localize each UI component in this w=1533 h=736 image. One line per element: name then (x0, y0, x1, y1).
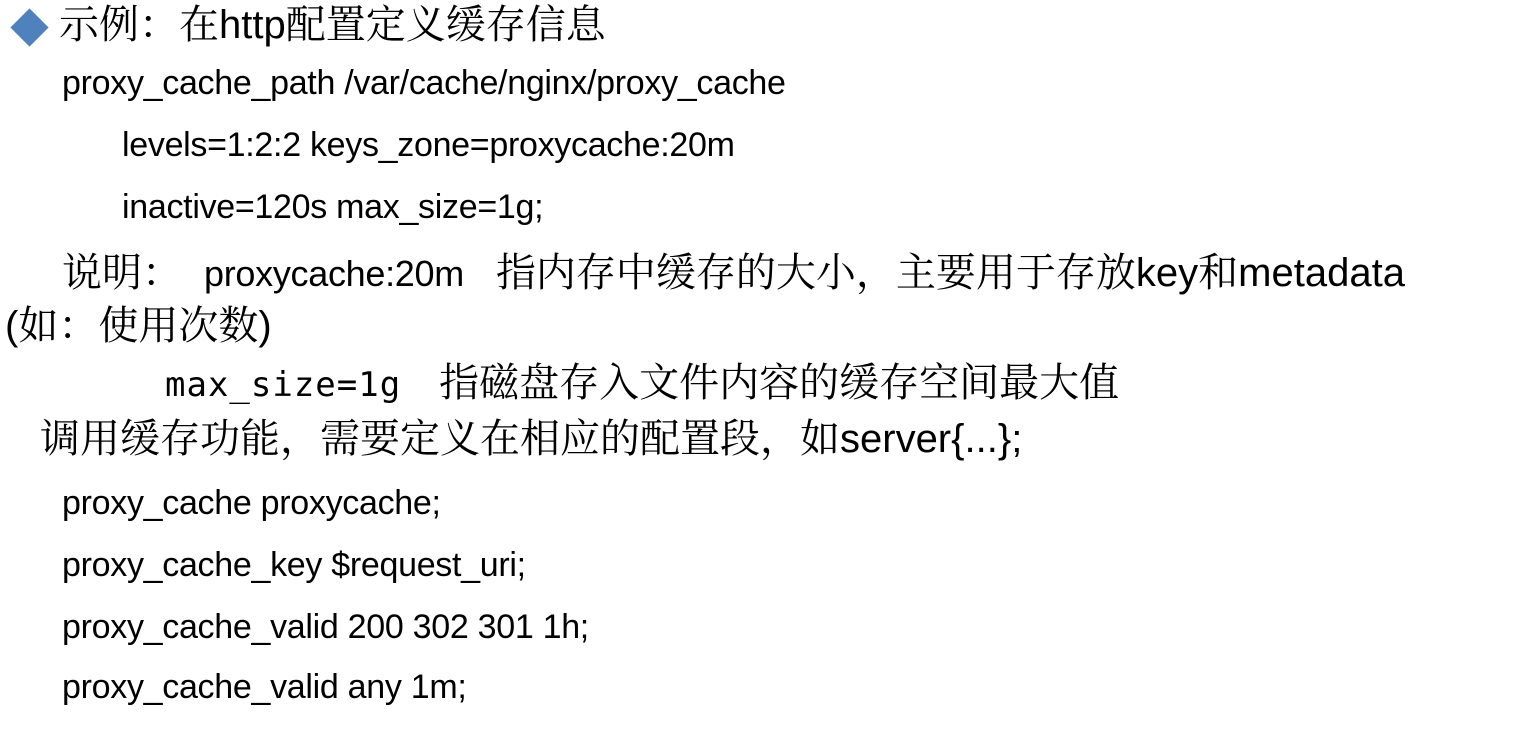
note-line-usage-count: (如：使用次数) (5, 304, 272, 348)
code-line-proxy-cache-path: proxy_cache_path /var/cache/nginx/proxy_cache (62, 64, 786, 102)
note-line-max-size (165, 360, 1119, 406)
code-line-proxy-cache-valid-any: proxy_cache_valid any 1m; (62, 668, 467, 706)
note-desc-memory-cache: 指内存中缓存的大小，主要用于存放key和metadata (495, 251, 1405, 295)
page-title: 示例：在http配置定义缓存信息 (59, 3, 606, 47)
note-param-max-size: max_size=1g (165, 365, 402, 405)
note-line-proxycache (62, 250, 1405, 296)
code-line-proxy-cache-valid-codes: proxy_cache_valid 200 302 301 1h; (62, 608, 589, 646)
code-line-inactive-max-size: inactive=120s max_size=1g; (122, 188, 544, 226)
code-line-proxy-cache: proxy_cache proxycache; (62, 484, 441, 522)
code-line-proxy-cache-key: proxy_cache_key $request_uri; (62, 546, 526, 584)
code-line-levels-keys-zone: levels=1:2:2 keys_zone=proxycache:20m (122, 126, 735, 164)
note-desc-disk-cache: 指磁盘存入文件内容的缓存空间最大值 (439, 361, 1120, 405)
note-param-proxycache: proxycache:20m (204, 253, 464, 294)
diamond-bullet-icon (10, 8, 48, 46)
note-line-usage-server: 调用缓存功能，需要定义在相应的配置段，如server{...}; (40, 417, 1023, 461)
note-label: 说明： (62, 251, 182, 295)
title-line (8, 2, 606, 48)
